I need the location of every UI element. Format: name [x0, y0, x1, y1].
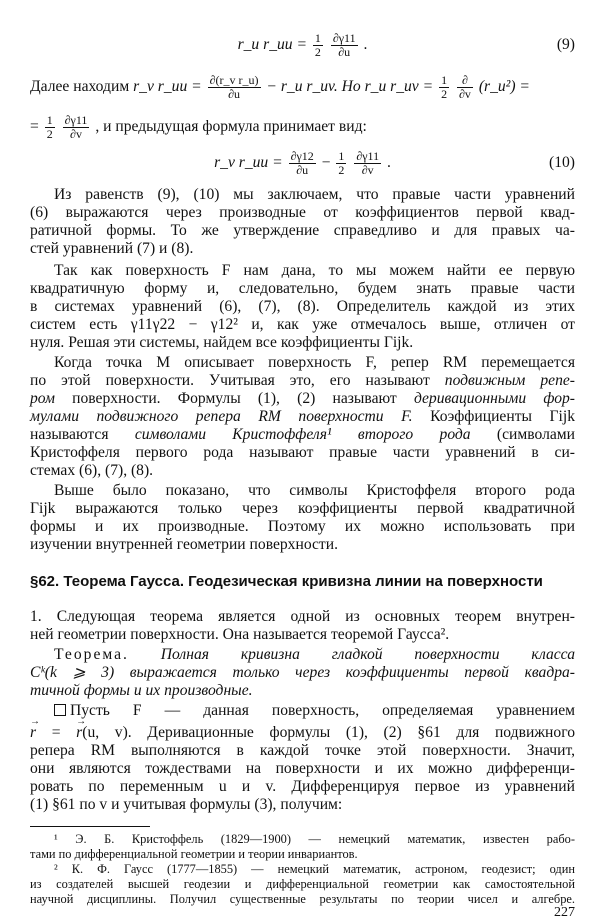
fraction: $\frac{1}{2}$ [314, 30, 321, 59]
paragraph-line: Из равенств (9), (10) мы заключаем, что правые части уравнений [54, 186, 575, 203]
equation-10: r_v r_uu = $\frac{\partial\gamma 12}{\partial u}$ − $\frac{1}{2}$ $\frac{\partial\gamma 11}{\partial v}$ . (10) [214, 148, 575, 177]
theorem-label: Теорема. [54, 646, 129, 663]
fraction: $\frac{1}{2}$ [46, 112, 53, 141]
theorem-line: Теорема. Полная кривизна гладкой поверхности класса [54, 646, 575, 663]
fraction: $\frac{\partial\gamma 12}{\partial u}$ [290, 148, 314, 177]
paragraph-line: Выше было показано, что символы Кристоффеля второго рода [54, 482, 575, 499]
paragraph-line: ней геометрии поверхности. Она называется теоремой Гаусса². [30, 626, 450, 643]
paragraph-line: по этой поверхности. Учитывая это, его называют подвижным репе- [30, 372, 575, 389]
paragraph-line: стемах (6), (7), (8). [30, 462, 154, 479]
paragraph-line: 1. Следующая теорема является одной из основных теорем внутрен- [30, 608, 575, 625]
paragraph-line: в системах уравнений (6), (7), (8). Определитель каждой из этих [30, 298, 575, 315]
equation-9: r_u r_uu = $\frac{1}{2}$ $\frac{\partial\gamma 11}{\partial u}$ . (9) [237, 30, 575, 59]
equation-number: (9) [556, 36, 575, 53]
theorem-line: тичной формы и их производные. [30, 682, 253, 699]
vector-r: → r [76, 724, 82, 742]
paragraph-line: ром поверхности. Формулы (1), (2) называют деривационными фор- [30, 390, 576, 407]
fraction: $\frac{1}{2}$ [338, 148, 345, 177]
equation-number: (10) [549, 154, 575, 171]
paragraph-line: называются символами Кристоффеля¹ второго рода (символами [30, 426, 575, 443]
fraction: $\frac{\partial}{\partial v}$ [458, 72, 471, 101]
paragraph-line: стей уравнений (7) и (8). [30, 240, 194, 257]
fraction: $\frac{1}{2}$ [441, 72, 448, 101]
paragraph-line: Так как поверхность F нам дана, то мы можем найти ее первую [54, 262, 575, 279]
paragraph-line: изучении внутренней геометрии поверхности. [30, 536, 338, 553]
paragraph-line: Кристоффеля первого рода называют правые части уравнений в си- [30, 444, 575, 461]
formula-line: Далее находим r_v r_uu = $\frac{\text{∂(r\_v r\_u)}}{\partial u}$ − r_u r_uv. Но r_u r_uv = $\frac{1}{2}$ $\frac{\partial}{\partial v}$ (r_u²) = [30, 72, 530, 101]
equation-9-lhs: r_u r_uu = [237, 36, 308, 53]
paragraph-line: формы и их производные. Поэтому их можно использовать при [30, 518, 575, 535]
footnote-divider [30, 826, 150, 827]
footnote-line: ¹ Э. Б. Кристоффель (1829—1900) — немецкий математик, известен рабо- [54, 832, 575, 846]
paragraph-line: нуля. Решая эти системы, найдем все коэффициенты Γijk. [30, 334, 414, 351]
proof-line: репера RM выполняются в каждой точке этой поверхности. Значит, [30, 742, 575, 759]
proof-line: (1) §61 по v и учитывая формулы (3), получим: [30, 796, 343, 813]
proof-line: → r = → r(u, v). Деривационные формулы (1), (2) §61 для подвижного [30, 724, 575, 742]
paragraph-line: систем есть γ11γ22 − γ12² и, как уже отмечалось выше, отличен от [30, 316, 575, 333]
paragraph-line: ратичной формы. То же утверждение справедливо и для правых ча- [30, 222, 575, 239]
paragraph-line: (6) выражаются через производные от коэффициентов первой квад- [30, 204, 575, 221]
paragraph-line: Γijk выражаются только через коэффициенты первой квадратичной [30, 500, 575, 517]
proof-line: Пусть F — данная поверхность, определяемая уравнением [54, 702, 575, 720]
theorem-line: Cᵏ(k ⩾ 3) выражается только через коэффициенты первой квадра- [30, 664, 575, 681]
fraction: $\frac{\partial\gamma 11}{\partial v}$ [64, 112, 88, 141]
paragraph-line: мулами подвижного репера RM поверхности F. Коэффициенты Γijk [30, 408, 575, 425]
section-heading: §62. Теорема Гаусса. Геодезическая кривизна линии на поверхности [30, 573, 543, 590]
proof-line: они являются тождествами на поверхности и их можно дифференци- [30, 760, 575, 777]
fraction: $\frac{\text{∂(r\_v r\_u)}}{\partial u}$ [209, 72, 259, 101]
footnote-line: из создателей высшей геодезии и дифференциальной геометрии как самостоятельной [30, 877, 575, 891]
footnote-line: тами по дифференциальной геометрии и теории инвариантов. [30, 847, 358, 861]
fraction: $\frac{\partial\gamma 11}{\partial v}$ [356, 148, 380, 177]
proof-start-square-icon [54, 704, 66, 716]
paragraph-line: Когда точка M описывает поверхность F, репер RM перемещается [54, 354, 575, 371]
proof-line: ровать по переменным u и v. Дифференцируя первое из уравнений [30, 778, 575, 795]
paragraph-line: квадратичную форму и, следовательно, будем знать правые части [30, 280, 575, 297]
vector-r: → r [30, 724, 36, 742]
book-page [30, 0, 575, 922]
footnote-line: ² К. Ф. Гаусс (1777—1855) — немецкий математик, астроном, геодезист; один [54, 862, 575, 876]
footnote-line: научной дисциплины. Получил существенные результаты по теории чисел и алгебре. [30, 892, 575, 906]
formula-line: = $\frac{1}{2}$ $\frac{\partial\gamma 11}{\partial v}$ , и предыдущая формула принимает вид: [30, 112, 367, 141]
page-number: 227 [554, 905, 575, 920]
fraction: $\frac{\partial\gamma 11}{\partial u}$ [332, 30, 356, 59]
